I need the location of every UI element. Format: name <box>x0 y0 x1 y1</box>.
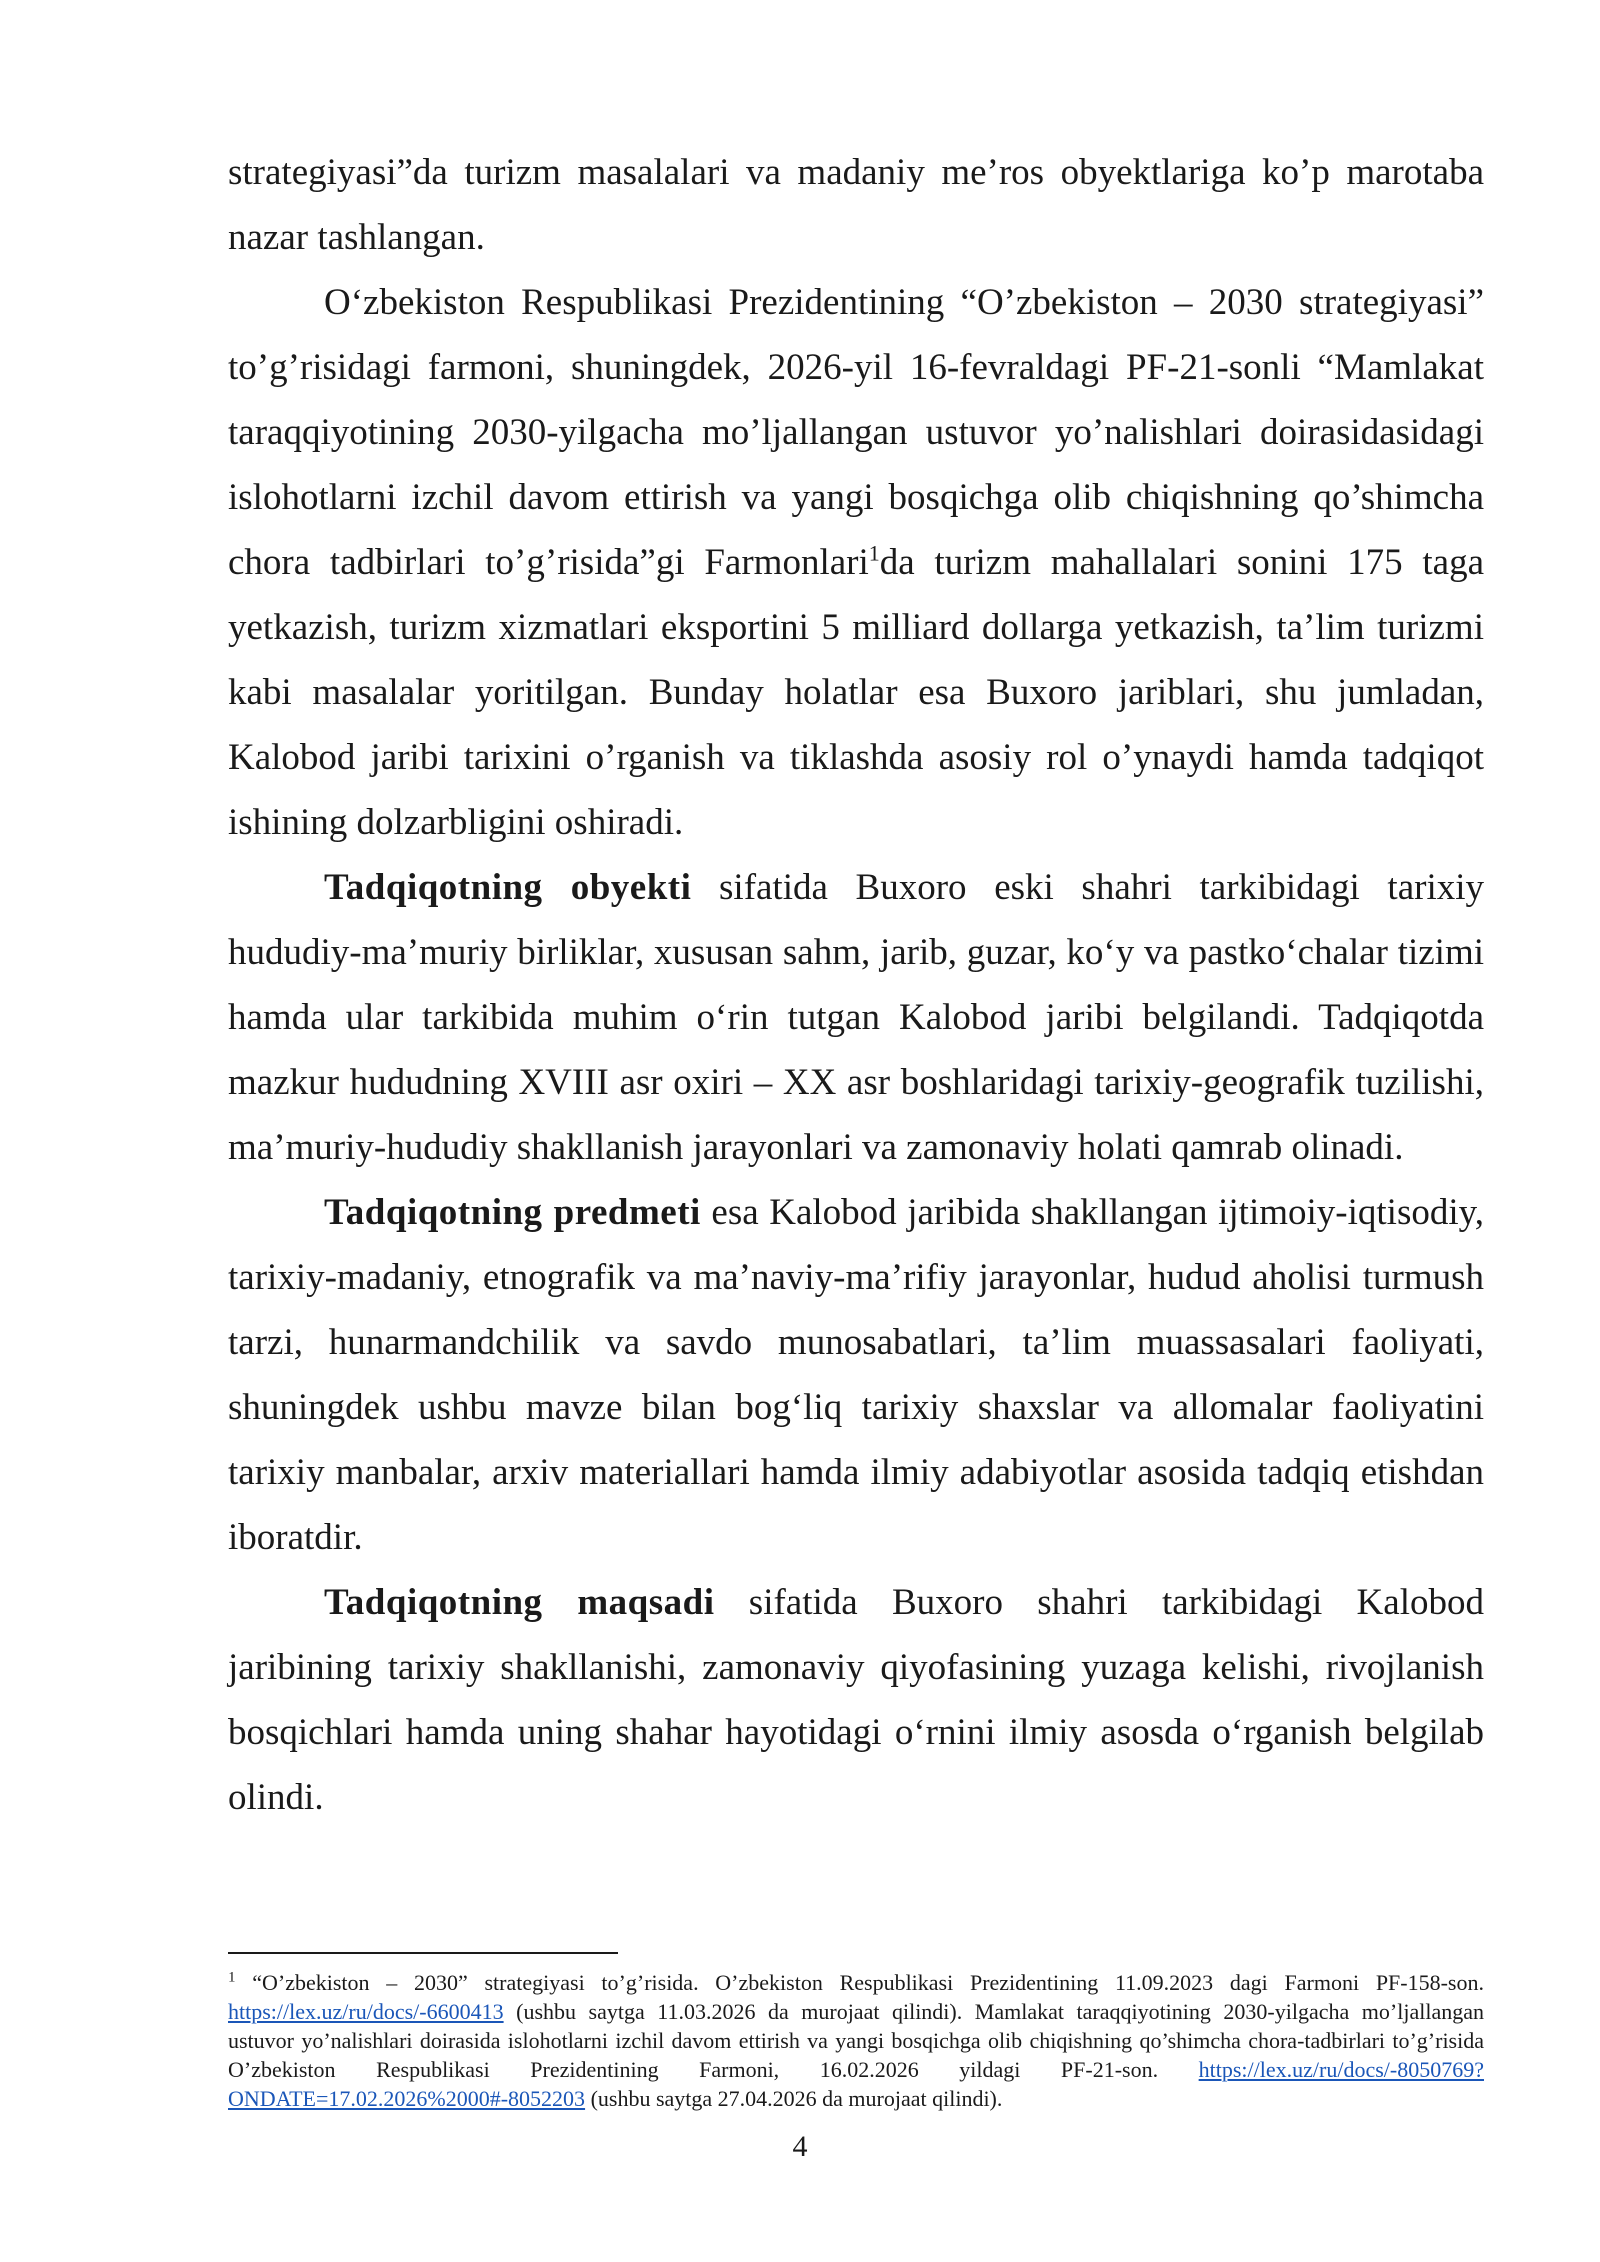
bold-term: Tadqiqotning obyekti <box>324 867 692 908</box>
paragraph-continuation: strategiyasi”da turizm masalalari va madaniy me’ros obyektlariga ko’p marotaba nazar tashlangan. <box>228 152 1484 258</box>
paragraph-text: sifatida Buxoro eski shahri tarkibidagi tarixiy hududiy-ma’muriy birliklar, xususan sahm, jarib, guzar, ko‘y va pastko‘chalar tizimi hamda ular tarkibida muhim o‘rin tutgan Kalobod jaribi belgilandi. Tadqiqotda mazkur hududning XVIII asr oxiri – XX asr boshlaridagi tarixiy-geografik tuzilishi, ma’muriy-hududiy shakllanish jarayonlari va zamonaviy holati qamrab olinadi. <box>228 867 1485 1168</box>
footnote-text: (ushbu saytga 11.03.2026 da murojaat qilindi). Mamlakat taraqqiyotining 2030-yilgacha mo’ljallangan ustuvor yo’nalishlari doirasida islohotlarni izchil davom ettirish va yangi bosqichga olib chiqishning qo’shimcha chora-tadbirlari to’g’risida O’zbekiston Respublikasi Prezidentining Farmoni, 16.02.2026 yildagi PF-21-son. <box>228 1999 1484 2082</box>
footnote <box>228 1968 1484 2113</box>
paragraph-strategy-decree <box>228 270 1484 855</box>
footnote-marker: 1 <box>228 1969 236 1986</box>
document-body <box>228 140 1484 1830</box>
bold-term: Tadqiqotning maqsadi <box>324 1582 715 1623</box>
bold-term: Tadqiqotning predmeti <box>324 1192 701 1233</box>
footnote-reference[interactable]: 1 <box>868 540 880 566</box>
page-number: 4 <box>792 2130 808 2163</box>
paragraph-text: esa Kalobod jaribida shakllangan ijtimoiy-iqtisodiy, tarixiy-madaniy, etnografik va ma’naviy-ma’rifiy jarayonlar, hudud aholisi turmush tarzi, hunarmandchilik va savdo munosabatlari, ta’lim muassasalari faoliyati, shuningdek ushbu mavze bilan bog‘liq tarixiy shaxslar va allomalar faoliyatini tarixiy manbalar, arxiv materiallari hamda ilmiy adabiyotlar asosida tadqiq etishdan iboratdir. <box>228 1192 1484 1558</box>
paragraph-research-object <box>228 855 1484 1180</box>
paragraph-research-subject <box>228 1180 1484 1570</box>
footnote-link[interactable]: https://lex.uz/ru/docs/-6600413 <box>228 1999 504 2024</box>
paragraph-text: O‘zbekiston Respublikasi Prezidentining “O’zbekiston – 2030 strategiyasi” to’g’risidagi farmoni, shuningdek, 2026-yil 16-fevraldagi PF-21-sonli “Mamlakat taraqqiyotining 2030-yilgacha mo’ljallangan ustuvor yo’nalishlari doirasidasidagi islohotlarni izchil davom ettirish va yangi bosqichga olib chiqishning qo’shimcha chora tadbirlari to’g’risida”gi Farmonlari <box>228 282 1484 583</box>
footnote-separator <box>228 1952 618 1954</box>
paragraph-text: sifatida Buxoro shahri tarkibidagi Kalobod jaribining tarixiy shakllanishi, zamonaviy qiyofasining yuzaga kelishi, rivojlanish bosqichlari hamda uning shahar hayotidagi o‘rnini ilmiy asosda o‘rganish belgilab olindi. <box>228 1582 1484 1818</box>
footnote-link[interactable]: https://lex.uz/ru/docs/-8050769?ONDATE=17.02.2026%2000#-8052203 <box>228 2057 1484 2111</box>
footnote-text: (ushbu saytga 27.04.2026 da murojaat qilindi). <box>585 2086 1003 2111</box>
footnote-text: “O’zbekiston – 2030” strategiyasi to’g’risida. O’zbekiston Respublikasi Prezidentining 11.09.2023 dagi Farmoni PF-158-son. <box>235 1970 1484 1995</box>
paragraph-text: da turizm mahallalari sonini 175 taga yetkazish, turizm xizmatlari eksportini 5 milliard dollarga yetkazish, ta’lim turizmi kabi masalalar yoritilgan. Bunday holatlar esa Buxoro jariblari, shu jumladan, Kalobod jaribi tarixini o’rganish va tiklashda asosiy rol o’ynaydi hamda tadqiqot ishining dolzarbligini oshiradi. <box>228 542 1484 843</box>
paragraph-research-goal <box>228 1570 1484 1830</box>
